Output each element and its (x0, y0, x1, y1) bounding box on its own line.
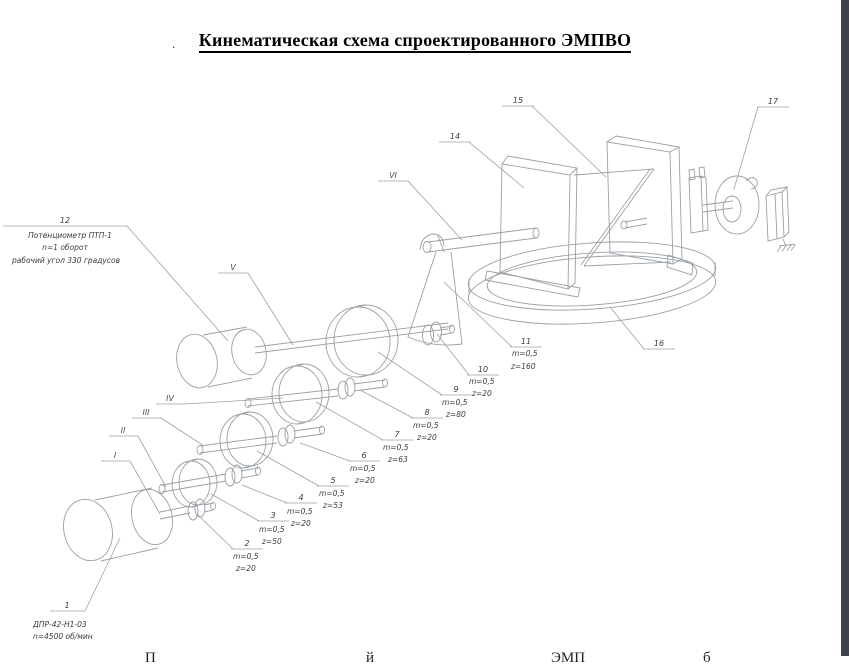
text-fragment: б (703, 650, 711, 666)
shaft-III-gear-5 (197, 412, 325, 468)
label-9-z: z=80 (446, 410, 466, 419)
label-1-speed: n=4500 об/мин (33, 632, 93, 641)
label-12-turns: n=1 оборот (42, 243, 88, 252)
shaft-label-II: II (120, 426, 126, 435)
shaft-labels (114, 171, 398, 460)
plate-14 (485, 156, 580, 297)
label-4-m: m=0,5 (287, 507, 313, 516)
label-1-name: ДПР-42-Н1-03 (33, 620, 87, 629)
label-8-z: z=20 (417, 433, 437, 442)
text-fragment: й (366, 650, 375, 666)
label-11-z: z=160 (511, 362, 536, 371)
label-2-z: z=20 (236, 564, 256, 573)
label-12: 12 (59, 216, 71, 225)
clipped-text-line (0, 649, 841, 666)
label-3-z: z=50 (262, 537, 282, 546)
shaft-label-III: III (142, 408, 150, 417)
label-9: 9 (453, 385, 459, 394)
label-7-z: z=63 (388, 455, 408, 464)
label-8: 8 (424, 408, 430, 417)
label-12-angle: рабочий угол 330 градусов (11, 256, 121, 265)
label-11-m: m=0,5 (512, 349, 538, 358)
label-7: 7 (394, 430, 400, 439)
label-8-m: m=0,5 (413, 421, 439, 430)
cam-follower-assembly (689, 167, 795, 252)
label-10: 10 (477, 365, 489, 374)
label-4-z: z=20 (291, 519, 311, 528)
motor-dpr42 (57, 485, 190, 566)
title-dot: . (172, 36, 176, 51)
potentiometer (172, 326, 271, 392)
label-15: 15 (512, 96, 524, 105)
label-10-m: m=0,5 (469, 377, 495, 386)
label-11: 11 (520, 337, 532, 346)
shaft-II-gear-3 (159, 459, 261, 507)
label-17: 17 (767, 97, 779, 106)
label-5-m: m=0,5 (319, 489, 345, 498)
label-12-name: Потенциометр ПТП-1 (28, 231, 112, 240)
label-7-m: m=0,5 (383, 443, 409, 452)
shaft-label-I: I (113, 451, 117, 460)
label-14: 14 (449, 132, 461, 141)
label-6-z: z=20 (355, 476, 375, 485)
page-title-text: Кинематическая схема спроектированного ЭМПВО (199, 30, 632, 53)
label-2-m: m=0,5 (233, 552, 259, 561)
label-2: 2 (244, 539, 250, 548)
label-6: 6 (361, 451, 367, 460)
label-16: 16 (653, 339, 665, 348)
label-9-m: m=0,5 (442, 398, 468, 407)
label-4: 4 (298, 493, 304, 502)
label-3: 3 (270, 511, 276, 520)
shaft-IV-gear-7 (245, 364, 388, 424)
label-6-m: m=0,5 (350, 464, 376, 473)
shaft-label-VI: VI (389, 171, 397, 180)
gear-2-pinion (188, 499, 216, 520)
window-scrollbar[interactable] (841, 0, 849, 656)
text-fragment: П (145, 650, 156, 666)
shaft-V-gear-9 (255, 305, 455, 377)
label-10-z: z=20 (472, 389, 492, 398)
label-1: 1 (64, 601, 70, 610)
text-fragment: ЭМП (551, 650, 586, 666)
plate-15-mirror (574, 136, 693, 275)
label-3-m: m=0,5 (259, 525, 285, 534)
label-5: 5 (330, 476, 336, 485)
shaft-label-IV: IV (166, 394, 174, 403)
shaft-label-V: V (230, 263, 236, 272)
label-5-z: z=53 (323, 501, 343, 510)
